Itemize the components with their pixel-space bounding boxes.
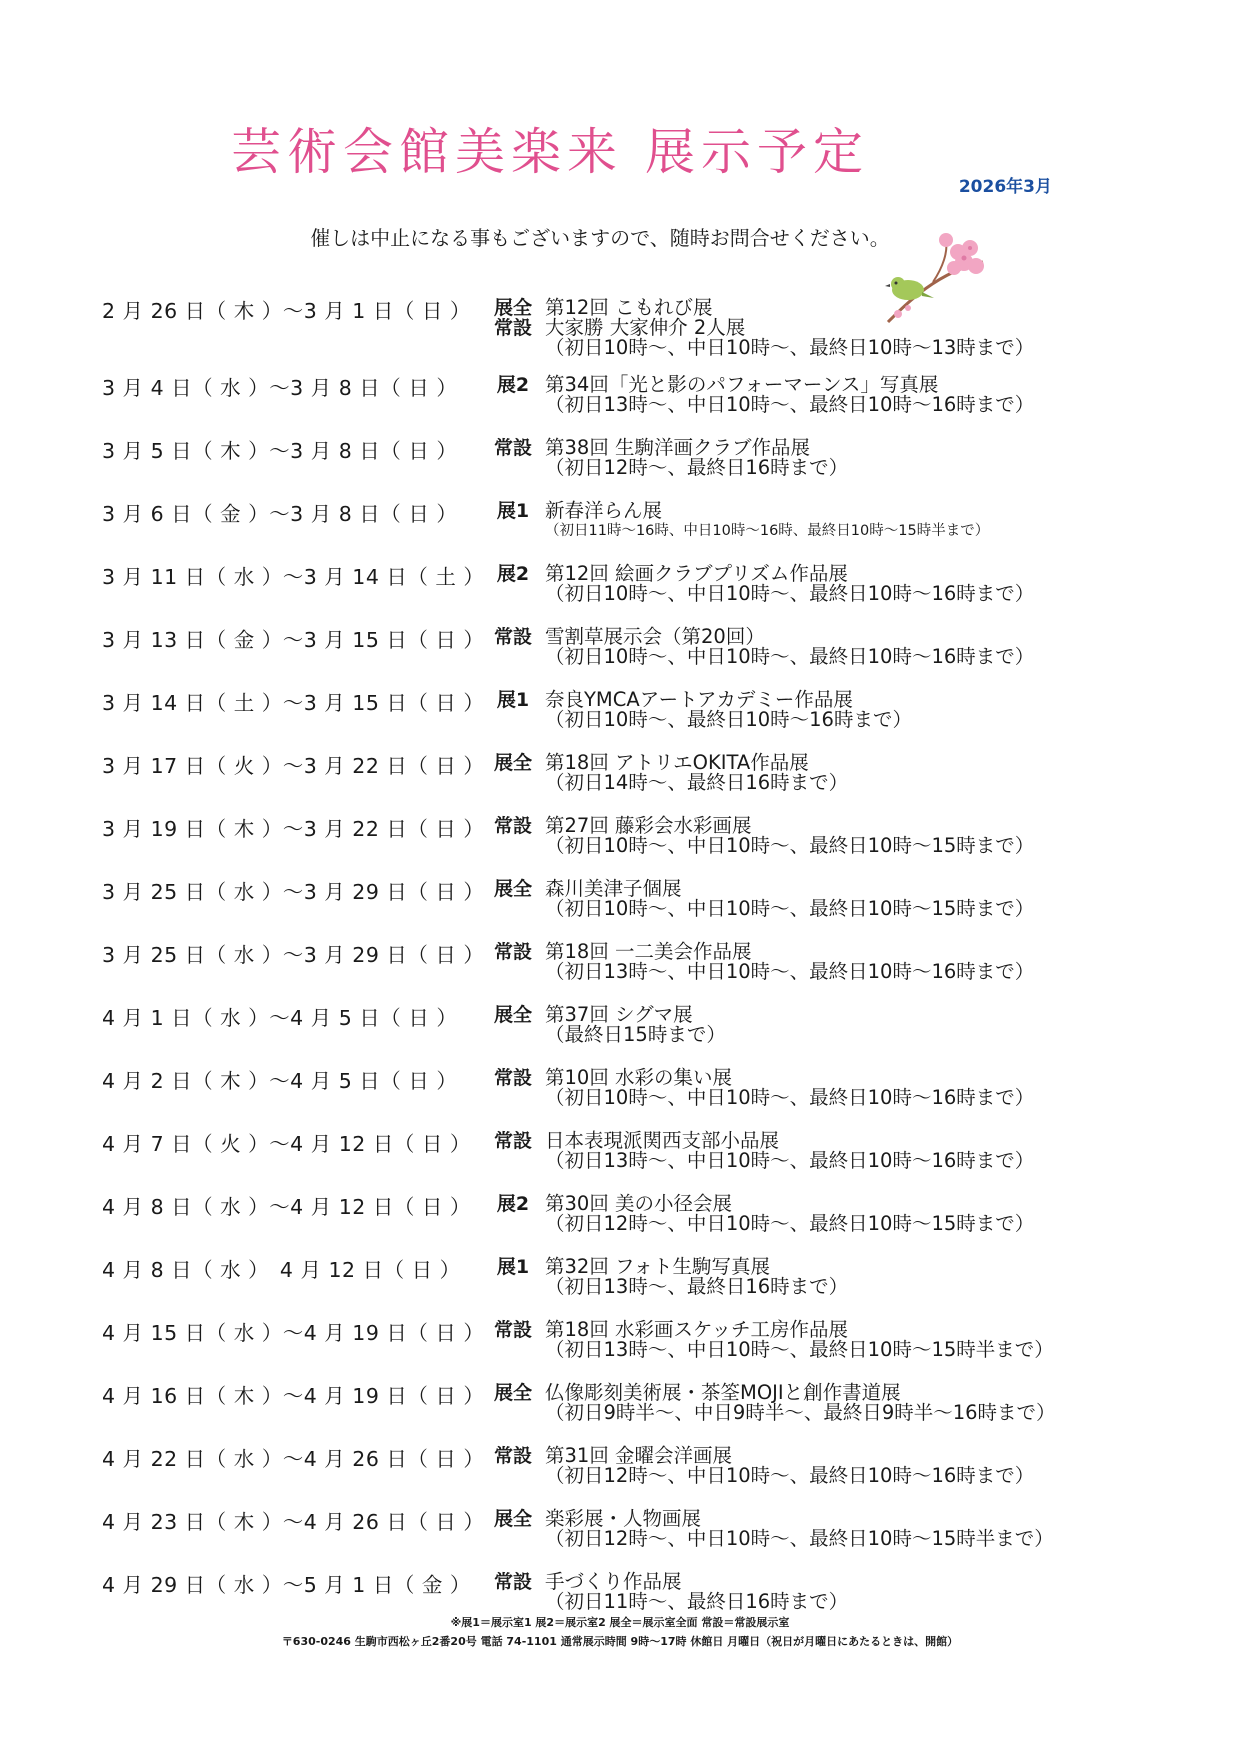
exhibition-info [545, 942, 1034, 982]
schedule-entry [98, 1005, 1138, 1068]
schedule-entry [98, 627, 1138, 690]
exhibition-info [545, 564, 1034, 604]
date-range: 4 月 1 日（ 水 ）～4 月 5 日（ 日 ） [102, 1006, 458, 1030]
room-code: 展1 [496, 689, 530, 711]
exhibition-schedule [98, 298, 1138, 1635]
date-range: 3 月 17 日（ 火 ）～3 月 22 日（ 日 ） [102, 754, 485, 778]
date-range: 4 月 23 日（ 木 ）～4 月 26 日（ 日 ） [102, 1510, 485, 1534]
schedule-entry [98, 1383, 1138, 1446]
date-range: 3 月 19 日（ 木 ）～3 月 22 日（ 日 ） [102, 817, 485, 841]
exhibition-info [545, 1005, 726, 1045]
schedule-entry [98, 1068, 1138, 1131]
schedule-entry [98, 1131, 1138, 1194]
date-range: 2 月 26 日（ 木 ）～3 月 1 日（ 日 ） [102, 299, 471, 323]
exhibition-hours: （初日12時～、中日10時～、最終日10時～15時半まで） [545, 1527, 1054, 1550]
room-code: 常設 [493, 1067, 532, 1089]
exhibition-hours: （初日10時～、中日10時～、最終日10時～15時まで） [545, 897, 1035, 920]
room-legend: ※展1＝展示室1 展2＝展示室2 展全＝展示室全面 常設＝常設展示室 [450, 1616, 790, 1629]
room-code: 展全 [493, 1508, 532, 1530]
exhibition-title: 第18回 水彩画スケッチ工房作品展 [545, 1318, 849, 1341]
exhibition-title: 楽彩展・人物画展 [545, 1507, 702, 1530]
schedule-entry [98, 501, 1138, 564]
schedule-entry [98, 1194, 1138, 1257]
room-code: 常設 [493, 1319, 532, 1341]
room-code: 展全 [493, 1382, 532, 1404]
schedule-entry [98, 879, 1138, 942]
exhibition-info [545, 879, 1034, 919]
exhibition-info [545, 438, 848, 478]
exhibition-hours: （初日11時～16時、中日10時～16時、最終日10時～15時半まで） [545, 523, 990, 539]
room-code: 常設 [493, 626, 532, 648]
exhibition-hours: （初日10時～、最終日10時～16時まで） [545, 708, 912, 731]
room-code: 常設 [493, 437, 532, 459]
exhibition-title: 日本表現派関西支部小品展 [545, 1129, 780, 1152]
exhibition-info [545, 1257, 848, 1297]
schedule-entry [98, 753, 1138, 816]
room-code: 展1 [496, 500, 530, 522]
exhibition-info [545, 753, 848, 793]
room-code: 展全 [493, 1004, 532, 1026]
exhibition-title: 第27回 藤彩会水彩画展 [545, 814, 752, 837]
schedule-entry [98, 1446, 1138, 1509]
exhibition-info [545, 298, 1034, 358]
exhibition-info [545, 1446, 1034, 1486]
schedule-entry [98, 298, 1138, 375]
exhibition-info [545, 375, 1034, 415]
exhibition-hours: （初日10時～、中日10時～、最終日10時～13時まで） [545, 336, 1035, 359]
room-code: 展全 [493, 878, 532, 900]
exhibition-title: 第32回 フォト生駒写真展 [545, 1255, 771, 1278]
exhibition-title: 新春洋らん展 [545, 499, 663, 522]
exhibition-info [545, 1320, 1054, 1360]
exhibition-title: 第12回 こもれび展 [545, 296, 713, 319]
schedule-entry [98, 690, 1138, 753]
exhibition-hours: （初日12時～、最終日16時まで） [545, 456, 849, 479]
room-code: 展2 [496, 563, 530, 585]
exhibition-info [545, 690, 912, 730]
room-code: 常設 [493, 815, 532, 837]
exhibition-hours: （初日14時～、最終日16時まで） [545, 771, 849, 794]
exhibition-hours: （初日13時～、中日10時～、最終日10時～16時まで） [545, 960, 1035, 983]
exhibition-info [545, 1131, 1034, 1171]
room-code: 展全 [493, 752, 532, 774]
exhibition-title-2: 大家勝 大家伸介 2人展 [545, 316, 746, 339]
exhibition-hours: （初日10時～、中日10時～、最終日10時～15時まで） [545, 834, 1035, 857]
exhibition-info [545, 1509, 1054, 1549]
date-range: 4 月 8 日（ 水 ） 4 月 12 日（ 日 ） [102, 1258, 461, 1282]
schedule-entry [98, 438, 1138, 501]
date-range: 4 月 8 日（ 水 ）～4 月 12 日（ 日 ） [102, 1195, 471, 1219]
room-code: 常設 [493, 1445, 532, 1467]
exhibition-info [545, 501, 989, 541]
exhibition-title: 森川美津子個展 [545, 877, 682, 900]
exhibition-info [545, 1572, 848, 1612]
page-title: 芸術会館美楽来 展示予定 [231, 123, 869, 181]
date-range: 3 月 5 日（ 木 ）～3 月 8 日（ 日 ） [102, 439, 458, 463]
exhibition-hours: （初日13時～、中日10時～、最終日10時～16時まで） [545, 393, 1035, 416]
exhibition-hours: （初日11時～、最終日16時まで） [545, 1590, 849, 1613]
exhibition-hours: （初日9時半～、中日9時半～、最終日9時半～16時まで） [545, 1401, 1056, 1424]
cancellation-notice: 催しは中止になる事もございますので、随時お問合せください。 [310, 226, 890, 250]
schedule-entry [98, 942, 1138, 1005]
exhibition-hours: （初日12時～、中日10時～、最終日10時～15時まで） [545, 1212, 1035, 1235]
exhibition-hours: （初日10時～、中日10時～、最終日10時～16時まで） [545, 582, 1035, 605]
room-code: 展1 [496, 1256, 530, 1278]
schedule-entry [98, 564, 1138, 627]
exhibition-hours: （初日13時～、中日10時～、最終日10時～16時まで） [545, 1149, 1035, 1172]
room-code: 常設 [493, 1571, 532, 1593]
exhibition-title: 奈良YMCAアートアカデミー作品展 [545, 688, 853, 711]
issue-date: 2026年3月 [958, 177, 1052, 197]
exhibition-info [545, 627, 1034, 667]
exhibition-hours: （初日10時～、中日10時～、最終日10時～16時まで） [545, 1086, 1035, 1109]
exhibition-title: 仏像彫刻美術展・茶筌MOJIと創作書道展 [545, 1381, 901, 1404]
exhibition-title: 手づくり作品展 [545, 1570, 682, 1593]
date-range: 4 月 22 日（ 水 ）～4 月 26 日（ 日 ） [102, 1447, 485, 1471]
date-range: 3 月 11 日（ 水 ）～3 月 14 日（ 土 ） [102, 565, 485, 589]
date-range: 3 月 13 日（ 金 ）～3 月 15 日（ 日 ） [102, 628, 485, 652]
date-range: 4 月 7 日（ 火 ）～4 月 12 日（ 日 ） [102, 1132, 471, 1156]
exhibition-title: 雪割草展示会（第20回） [545, 625, 765, 648]
schedule-entry [98, 1257, 1138, 1320]
exhibition-title: 第30回 美の小径会展 [545, 1192, 733, 1215]
exhibition-hours: （初日12時～、中日10時～、最終日10時～16時まで） [545, 1464, 1035, 1487]
schedule-entry [98, 1320, 1138, 1383]
date-range: 4 月 16 日（ 木 ）～4 月 19 日（ 日 ） [102, 1384, 485, 1408]
exhibition-info [545, 1194, 1034, 1234]
exhibition-hours: （最終日15時まで） [545, 1023, 726, 1046]
date-range: 3 月 6 日（ 金 ）～3 月 8 日（ 日 ） [102, 502, 458, 526]
room-code: 常設 [493, 941, 532, 963]
schedule-entry [98, 1509, 1138, 1572]
room-code: 常設 [493, 1130, 532, 1152]
exhibition-title: 第34回「光と影のパフォーマーンス」写真展 [545, 373, 939, 396]
exhibition-title: 第10回 水彩の集い展 [545, 1066, 733, 1089]
exhibition-hours: （初日10時～、中日10時～、最終日10時～16時まで） [545, 645, 1035, 668]
date-range: 4 月 2 日（ 木 ）～4 月 5 日（ 日 ） [102, 1069, 458, 1093]
exhibition-title: 第31回 金曜会洋画展 [545, 1444, 733, 1467]
exhibition-hours: （初日13時～、最終日16時まで） [545, 1275, 849, 1298]
exhibition-title: 第18回 一二美会作品展 [545, 940, 752, 963]
room-code: 展全 常設 [493, 297, 532, 339]
exhibition-title: 第12回 絵画クラブプリズム作品展 [545, 562, 848, 585]
exhibition-title: 第38回 生駒洋画クラブ作品展 [545, 436, 811, 459]
exhibition-hours: （初日13時～、中日10時～、最終日10時～15時半まで） [545, 1338, 1054, 1361]
exhibition-info [545, 816, 1034, 856]
schedule-entry [98, 816, 1138, 879]
date-range: 3 月 25 日（ 水 ）～3 月 29 日（ 日 ） [102, 880, 485, 904]
date-range: 4 月 15 日（ 水 ）～4 月 19 日（ 日 ） [102, 1321, 485, 1345]
exhibition-info [545, 1068, 1034, 1108]
schedule-entry [98, 375, 1138, 438]
date-range: 3 月 25 日（ 水 ）～3 月 29 日（ 日 ） [102, 943, 485, 967]
exhibition-info [545, 1383, 1056, 1423]
room-code: 展2 [496, 1193, 530, 1215]
date-range: 4 月 29 日（ 水 ）～5 月 1 日（ 金 ） [102, 1573, 471, 1597]
exhibition-title: 第37回 シグマ展 [545, 1003, 693, 1026]
venue-address: 〒630-0246 生駒市西松ヶ丘2番20号 電話 74-1101 通常展示時間 9時～17時 休館日 月曜日（祝日が月曜日にあたるときは、開館） [281, 1635, 959, 1648]
room-code: 展2 [496, 374, 530, 396]
date-range: 3 月 14 日（ 土 ）～3 月 15 日（ 日 ） [102, 691, 485, 715]
date-range: 3 月 4 日（ 水 ）～3 月 8 日（ 日 ） [102, 376, 458, 400]
exhibition-title: 第18回 アトリエOKITA作品展 [545, 751, 809, 774]
